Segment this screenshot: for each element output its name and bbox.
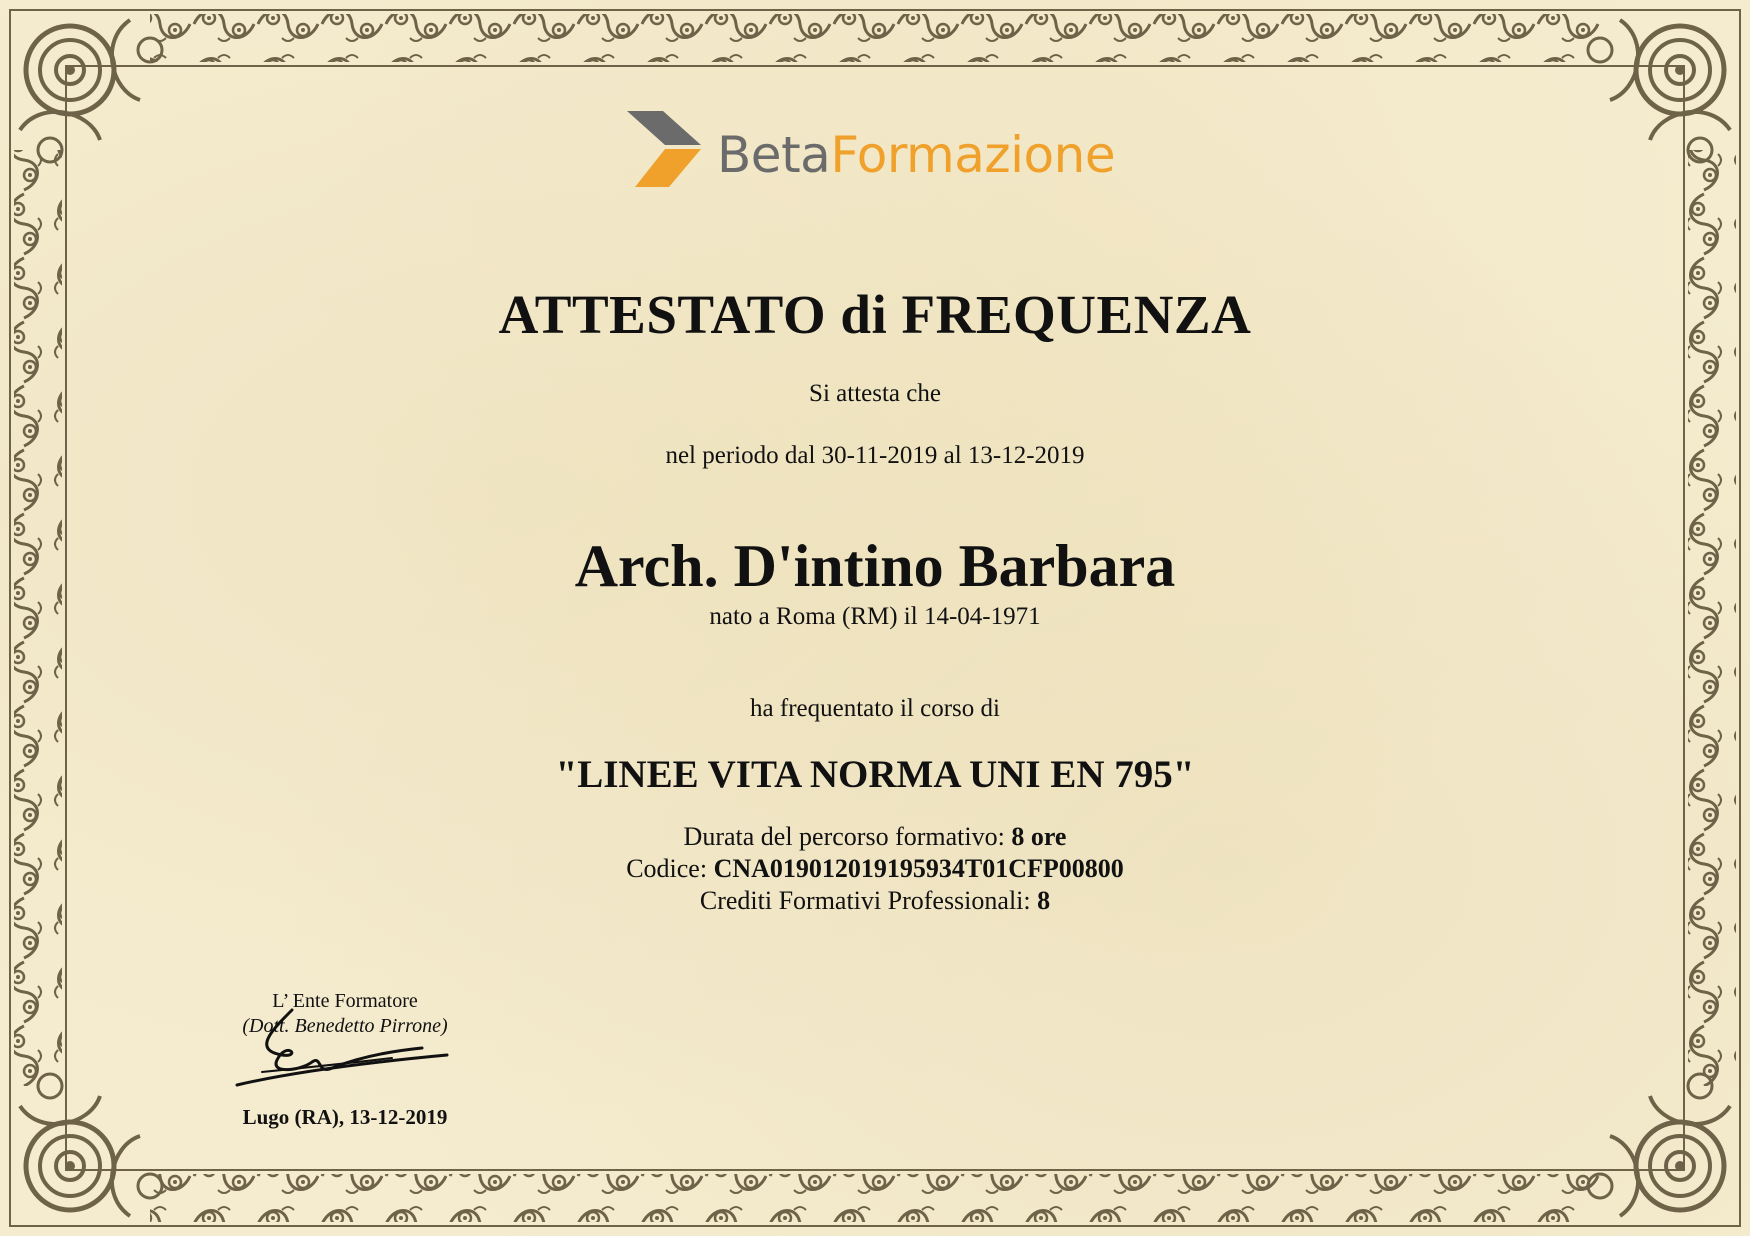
credits-line (0, 886, 1750, 916)
credits-value: 8 (1037, 886, 1051, 915)
chevron-logo-icon (625, 109, 709, 189)
recipient-name: Arch. D'intino Barbara (574, 533, 1176, 599)
brand-formazione: Formazione (830, 126, 1116, 184)
betaformazione-logo (625, 104, 1185, 194)
duration-value: 8 ore (1011, 822, 1067, 851)
place-and-date: Lugo (RA), 13-12-2019 (242, 1105, 448, 1129)
duration-label: Durata del percorso formativo: (683, 822, 1012, 851)
signatory-name: (Dott. Benedetto Pirrone) (242, 1015, 448, 1037)
code-label: Codice: (626, 854, 714, 883)
course-title: "LINEE VITA NORMA UNI EN 795" (555, 753, 1195, 796)
duration-line (0, 822, 1750, 852)
attended-text: ha frequentato il corso di (750, 695, 1000, 722)
credits-label: Crediti Formativi Professionali: (699, 886, 1038, 915)
code-line (0, 854, 1750, 884)
intro-text: Si attesta che (809, 380, 941, 407)
certificate-title: ATTESTATO di FREQUENZA (498, 284, 1252, 345)
code-value: CNA019012019195934T01CFP00800 (713, 854, 1124, 883)
birth-info: nato a Roma (RM) il 14-04-1971 (709, 603, 1041, 630)
handwritten-signature (232, 1000, 452, 1095)
brand-beta: Beta (717, 126, 831, 184)
signatory-role: L’ Ente Formatore (272, 990, 418, 1012)
brand-wordmark (717, 126, 1116, 184)
period-text: nel periodo dal 30-11-2019 al 13-12-2019 (665, 442, 1085, 469)
